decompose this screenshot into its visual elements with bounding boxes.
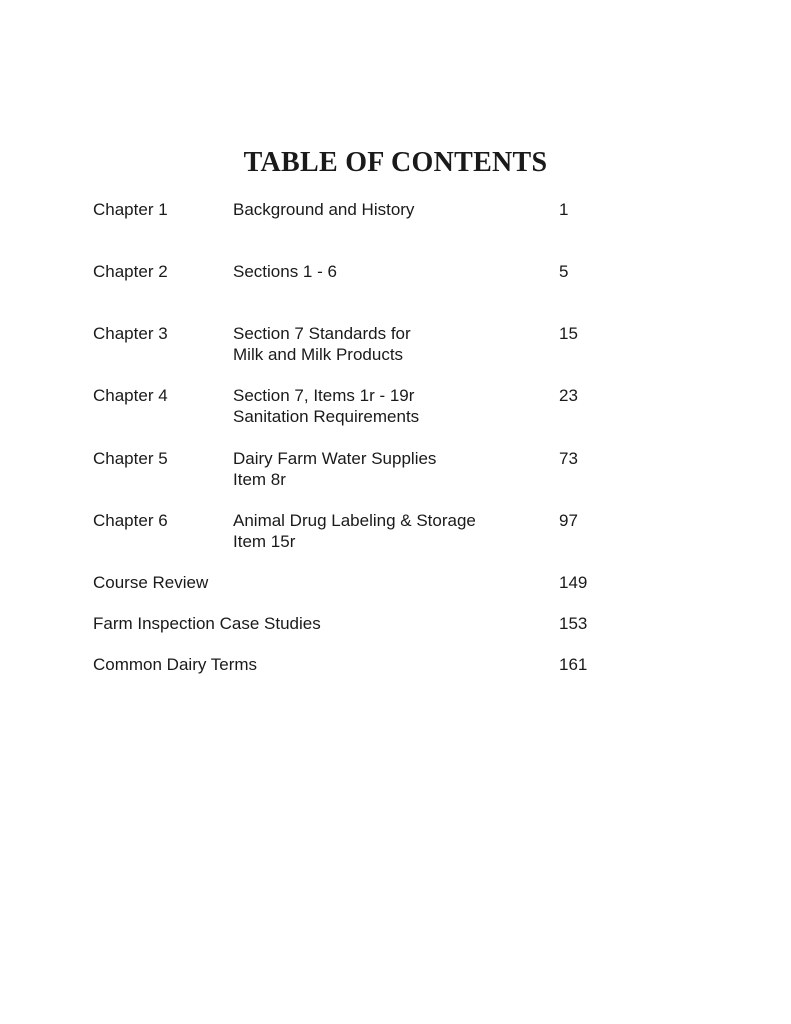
page-number: 1 bbox=[559, 200, 569, 219]
chapter-description bbox=[233, 510, 476, 552]
page-number: 23 bbox=[559, 386, 578, 405]
page-number: 73 bbox=[559, 449, 578, 468]
chapter-label: Chapter 2 bbox=[93, 262, 168, 281]
chapter-description bbox=[233, 385, 419, 427]
section-label: Farm Inspection Case Studies bbox=[93, 614, 321, 633]
chapter-description bbox=[233, 199, 414, 220]
page-number: 149 bbox=[559, 573, 588, 592]
description-line: Milk and Milk Products bbox=[233, 345, 404, 364]
page-title: TABLE OF CONTENTS bbox=[243, 147, 548, 178]
chapter-label: Chapter 5 bbox=[93, 449, 168, 468]
chapter-label: Chapter 3 bbox=[93, 324, 168, 343]
description-line: Sanitation Requirements bbox=[233, 407, 420, 426]
chapter-label: Chapter 6 bbox=[93, 511, 168, 530]
description-line: Item 15r bbox=[233, 532, 296, 551]
page-number: 161 bbox=[559, 655, 588, 674]
description-line: Dairy Farm Water Supplies bbox=[233, 449, 437, 468]
description-line: Section 7 Standards for bbox=[233, 324, 411, 343]
chapter-description bbox=[233, 261, 337, 282]
description-line: Background and History bbox=[233, 200, 415, 219]
page-number: 5 bbox=[559, 262, 569, 281]
chapter-label: Chapter 1 bbox=[93, 200, 168, 219]
chapter-description bbox=[233, 323, 411, 365]
chapter-label: Chapter 4 bbox=[93, 386, 168, 405]
chapter-description bbox=[233, 448, 436, 490]
page-number: 97 bbox=[559, 511, 578, 530]
description-line: Item 8r bbox=[233, 470, 286, 489]
description-line: Sections 1 - 6 bbox=[233, 262, 337, 281]
page-number: 153 bbox=[559, 614, 588, 633]
description-line: Animal Drug Labeling & Storage bbox=[233, 511, 476, 530]
description-line: Section 7, Items 1r - 19r bbox=[233, 386, 415, 405]
section-label: Course Review bbox=[93, 573, 209, 592]
section-label: Common Dairy Terms bbox=[93, 655, 258, 674]
page-number: 15 bbox=[559, 324, 578, 343]
